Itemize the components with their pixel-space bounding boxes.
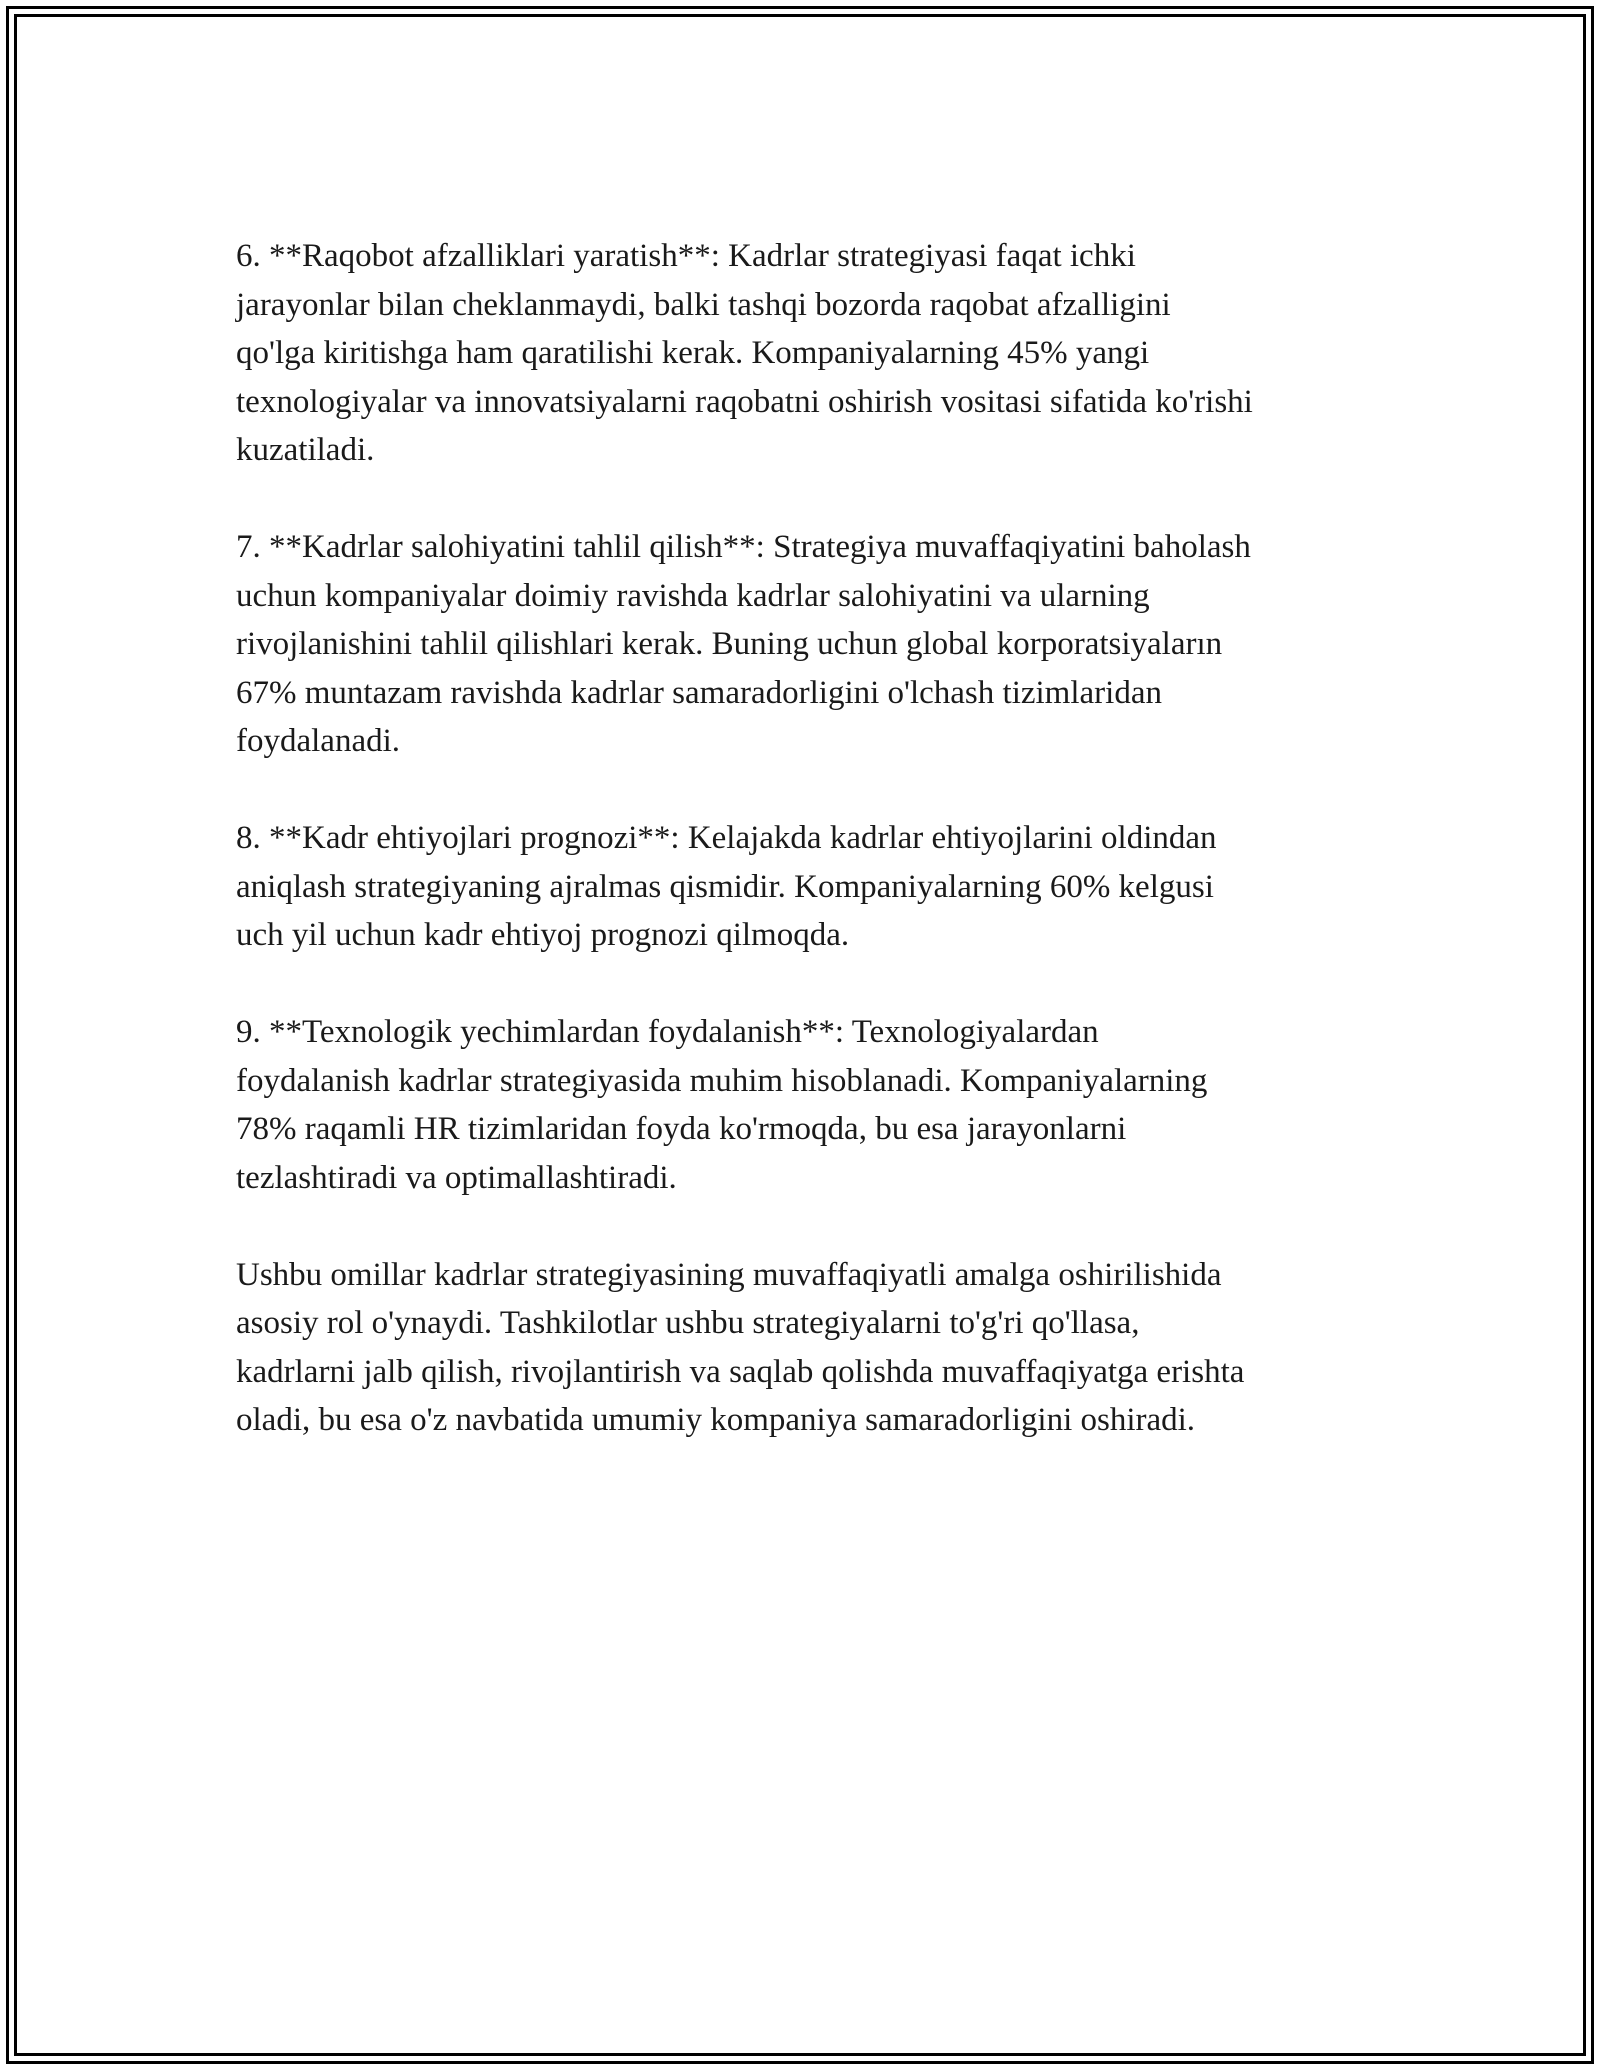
text-line: uchun kompaniyalar doimiy ravishda kadrlar salohiyatini va ularning — [236, 577, 1150, 614]
text-line: qo'lga kiritishga ham qaratilishi kerak. Kompaniyalarning 45% yangi — [236, 335, 1150, 371]
paragraph-tech-solutions — [236, 1008, 1376, 1202]
text-line: asosiy rol o'ynaydi. Tashkilotlar ushbu strategiyalarni to'g'ri qo'llasa, — [236, 1305, 1140, 1341]
text-line: aniqlash strategiyaning ajralmas qismidir. Kompaniyalarning 60% kelgusi — [236, 868, 1214, 905]
paragraph-competitive-advantage — [236, 232, 1376, 475]
paragraph-talent-analysis — [236, 523, 1376, 766]
text-line: uch yil uchun kadr ehtiyoj prognozi qilmoqda. — [236, 917, 850, 953]
text-line: 6. **Raqobot afzalliklari yaratish**: Kadrlar strategiyasi faqat ichki — [236, 238, 1136, 274]
paragraph-conclusion — [236, 1251, 1376, 1445]
text-line: jarayonlar bilan cheklanmaydi, balki tashqi bozorda raqobat afzalligini — [236, 286, 1171, 323]
text-line: tezlashtiradi va optimallashtiradi. — [236, 1159, 677, 1196]
text-line: foydalanish kadrlar strategiyasida muhim hisoblanadi. Kompaniyalarning — [236, 1062, 1208, 1099]
paragraph-staffing-forecast — [236, 814, 1376, 960]
text-line: 9. **Texnologik yechimlardan foydalanish**: Texnologiyalardan — [236, 1014, 1099, 1050]
text-line: 8. **Kadr ehtiyojlari prognozi**: Kelajakda kadrlar ehtiyojlarini oldindan — [236, 820, 1217, 856]
text-line: 7. **Kadrlar salohiyatini tahlil qilish**: Strategiya muvaffaqiyatini baholash — [236, 529, 1251, 565]
text-line: foydalanadi. — [236, 723, 401, 759]
text-line: 67% muntazam ravishda kadrlar samaradorligini o'lchash tizimlaridan — [236, 674, 1162, 711]
text-line: kuzatiladi. — [236, 432, 375, 468]
text-line: kadrlarni jalb qilish, rivojlantirish va saqlab qolishda muvaffaqiyatga erishta — [236, 1353, 1245, 1390]
text-line: 78% raqamli HR tizimlaridan foyda ko'rmoqda, bu esa jarayonlarni — [236, 1111, 1127, 1147]
text-line: Ushbu omillar kadrlar strategiyasining muvaffaqiyatli amalga oshirilishida — [236, 1256, 1222, 1293]
document-body — [236, 232, 1376, 1445]
text-line: texnologiyalar va innovatsiyalarni raqobatni oshirish vositasi sifatida ko'rishi — [236, 383, 1253, 420]
text-line: oladi, bu esa o'z navbatida umumiy kompaniya samaradorligini oshiradi. — [236, 1402, 1196, 1438]
text-line: rivojlanishini tahlil qilishlari kerak. Buning uchun global korporatsiyaların — [236, 626, 1223, 662]
